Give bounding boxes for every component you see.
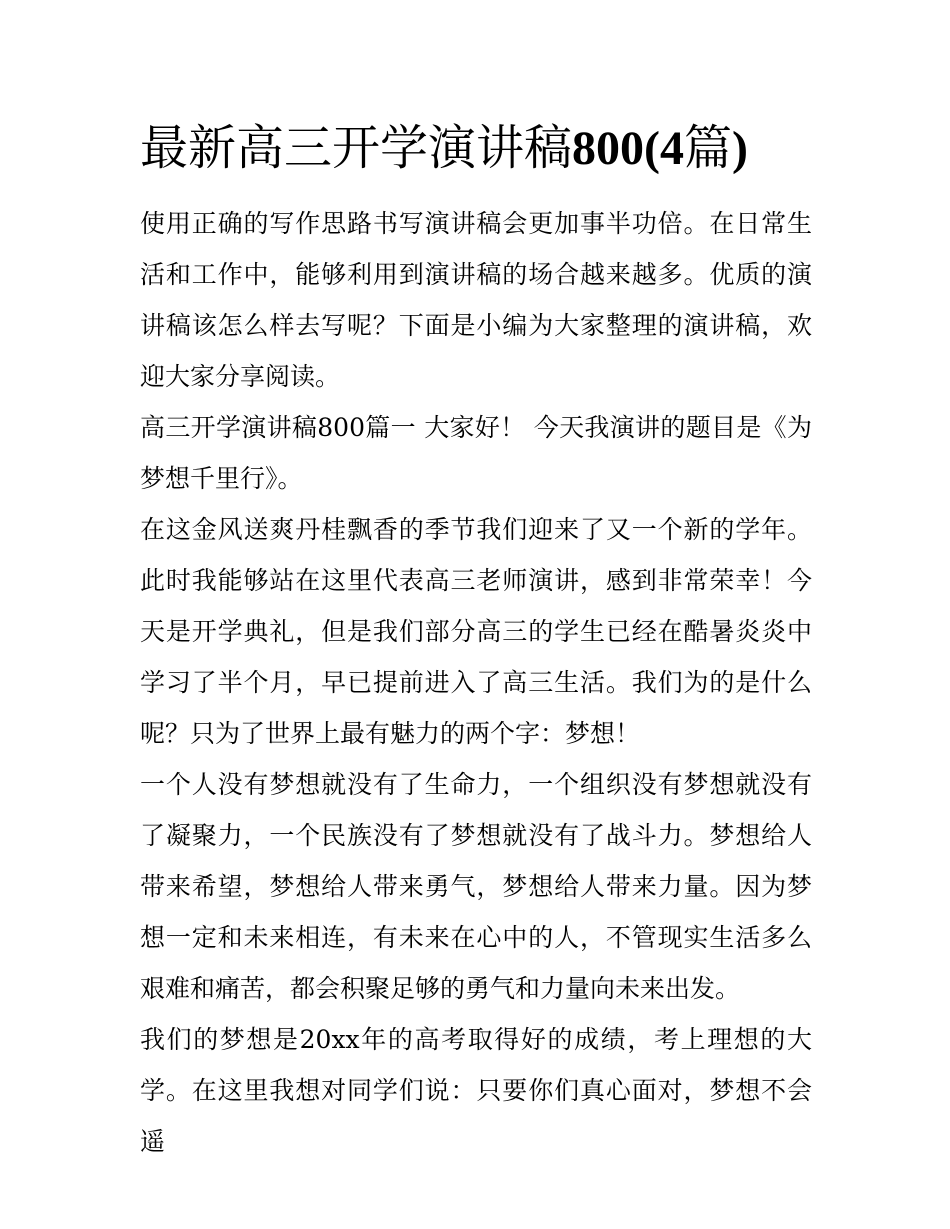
document-body xyxy=(140,198,812,1167)
paragraph-dream-power: 一个人没有梦想就没有了生命力，一个组织没有梦想就没有了凝聚力，一个民族没有了梦想就没有了战斗力。梦想给人带来希望，梦想给人带来勇气，梦想给人带来力量。因为梦想一定和未来相连，有未来在心中的人，不管现实生活多么艰难和痛苦，都会积聚足够的勇气和力量向未来出发。 xyxy=(140,770,812,1003)
paragraph-new-semester: 在这金风送爽丹桂飘香的季节我们迎来了又一个新的学年。此时我能够站在这里代表高三老师演讲，感到非常荣幸！今天是开学典礼，但是我们部分高三的学生已经在酷暑炎炎中学习了半个月，早已提前进入了高三生活。我们为的是什么呢？只为了世界上最有魅力的两个字：梦想！ xyxy=(140,515,812,748)
paragraph-speech-heading: 高三开学演讲稿800篇一 大家好！ 今天我演讲的题目是《为梦想千里行》。 xyxy=(140,413,812,493)
paragraph-intro: 使用正确的写作思路书写演讲稿会更加事半功倍。在日常生活和工作中，能够利用到演讲稿的场合越来越多。优质的演讲稿该怎么样去写呢？下面是小编为大家整理的演讲稿，欢迎大家分享阅读。 xyxy=(140,209,812,391)
document-title: 最新高三开学演讲稿800(4篇) xyxy=(140,120,748,176)
paragraph-exam-dream: 我们的梦想是20xx年的高考取得好的成绩，考上理想的大学。在这里我想对同学们说：只要你们真心面对，梦想不会遥 xyxy=(140,1025,812,1156)
